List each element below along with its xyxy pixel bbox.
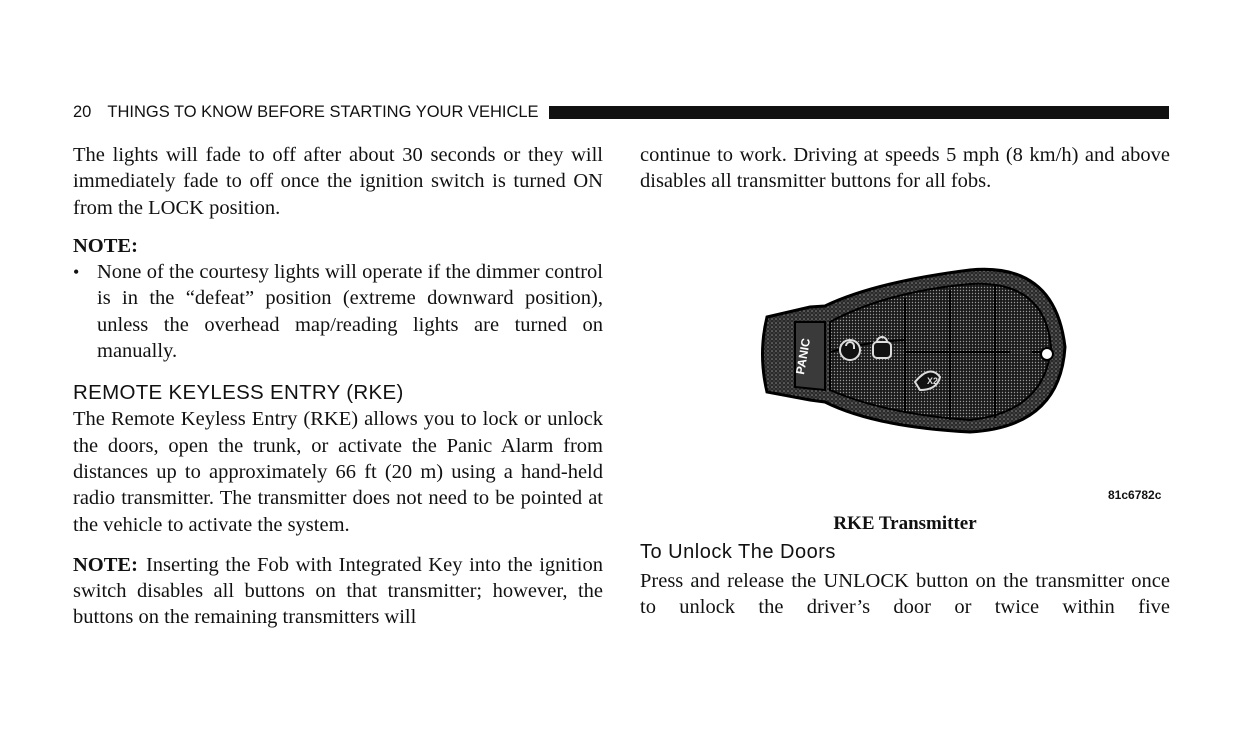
rke-paragraph: The Remote Keyless Entry (RKE) allows you to lock or unlock the doors, open the trunk, or activate the Panic Alarm from distances up to approximately 66 ft (20 m) using a hand-held radio transmitter. The transmitter does not need to be pointed at the vehicle to activate the system. bbox=[73, 408, 603, 536]
page-number: 20 bbox=[73, 102, 92, 121]
key-fob-illustration bbox=[755, 262, 1070, 442]
note2-label: NOTE: bbox=[73, 553, 138, 576]
chapter-title: THINGS TO KNOW BEFORE STARTING YOUR VEHICLE bbox=[107, 102, 539, 121]
page-header bbox=[73, 101, 1169, 123]
figure-code: 81c6782c bbox=[1108, 488, 1162, 502]
note-label: NOTE: bbox=[73, 234, 138, 257]
note2-text: Inserting the Fob with Integrated Key into the ignition switch disables all buttons on that transmitter; however, the buttons on the remaining transmitters will bbox=[73, 553, 603, 629]
bullet-icon: • bbox=[73, 262, 80, 283]
header-rule bbox=[549, 106, 1169, 119]
svg-text:X2: X2 bbox=[927, 376, 939, 386]
section-title: REMOTE KEYLESS ENTRY (RKE) bbox=[73, 381, 404, 405]
note-bullet bbox=[73, 259, 603, 364]
continue-paragraph: continue to work. Driving at speeds 5 mph (8 km/h) and above disables all transmitter buttons for all fobs. bbox=[640, 144, 1170, 193]
panic-label: PANIC bbox=[793, 337, 814, 376]
unlock-paragraph: Press and release the UNLOCK button on the transmitter once to unlock the driver’s door or twice within five bbox=[640, 570, 1170, 619]
figure-caption: RKE Transmitter bbox=[833, 513, 977, 534]
bullet-text: None of the courtesy lights will operate if the dimmer control is in the “defeat” position (extreme downward position), unless the overhead map/reading lights are turned on manually. bbox=[97, 261, 603, 363]
rke-transmitter-figure bbox=[755, 262, 1070, 442]
subsection-title: To Unlock The Doors bbox=[640, 541, 836, 563]
fob-note bbox=[73, 552, 603, 631]
left-column bbox=[73, 142, 603, 631]
right-column bbox=[640, 142, 1170, 195]
courtesy-lights-paragraph: The lights will fade to off after about 30 seconds or they will immediately fade to off once the ignition switch is turned ON from the LOCK position. bbox=[73, 144, 603, 219]
unlock-instructions bbox=[640, 568, 1170, 621]
